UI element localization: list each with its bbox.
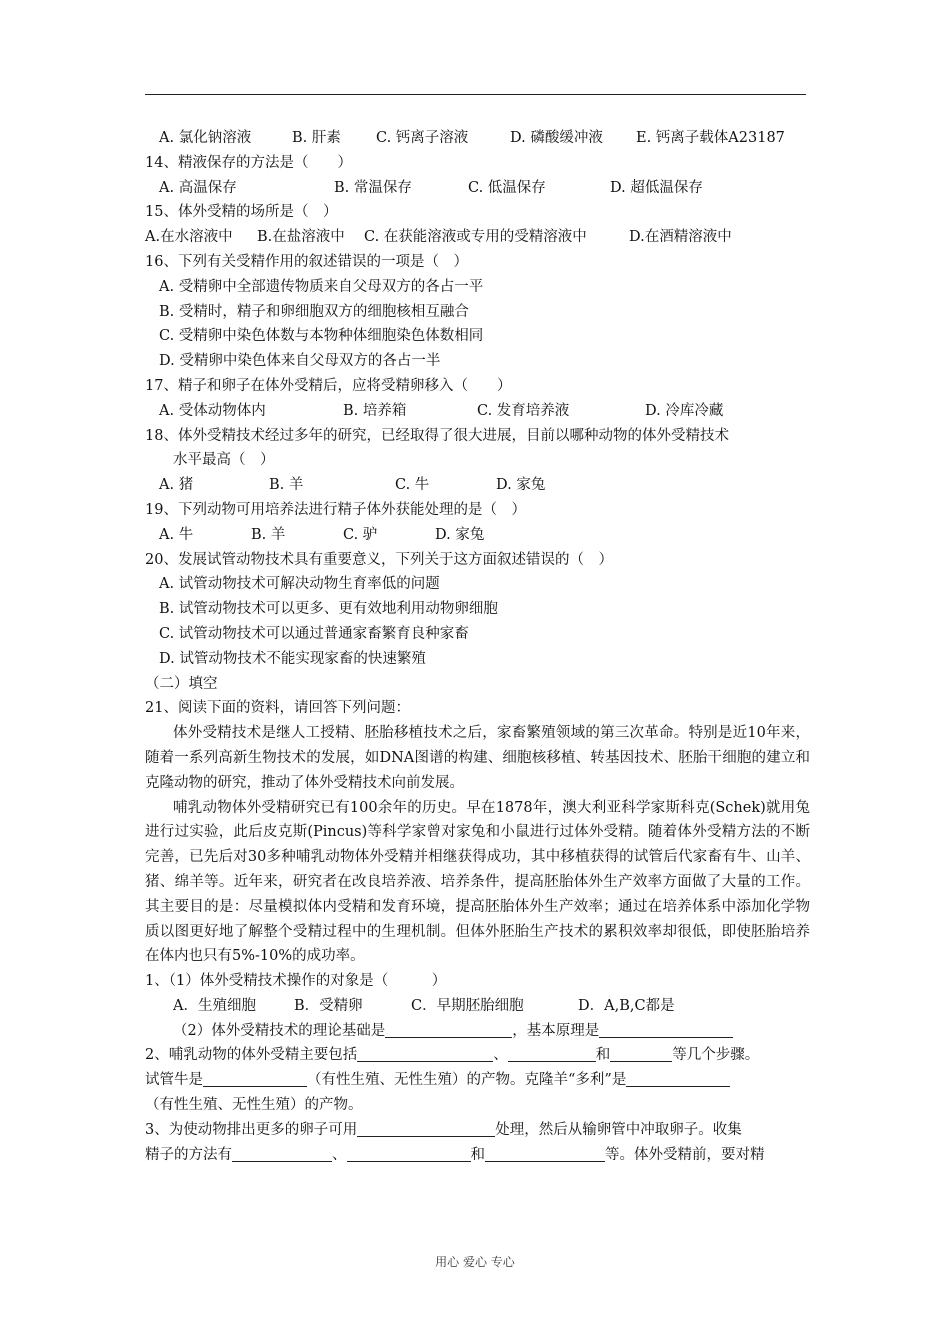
option: D. 冷库冷藏 (645, 402, 724, 419)
option: C. 牛 (395, 477, 430, 494)
sub3-line-2 (145, 1143, 810, 1168)
option: B.在盐溶液中 (257, 229, 345, 246)
q14-stem: 14、精液保存的方法是（ ） (145, 154, 352, 171)
q20-stem: 20、发展试管动物技术具有重要意义，下列关于这方面叙述错误的（ ） (145, 551, 613, 568)
q18-stem-cont: 水平最高（ ） (173, 452, 275, 469)
answer-blank[interactable] (357, 1120, 495, 1137)
q16-option-c: C. 受精卵中染色体数与本物种体细胞染色体数相同 (159, 328, 484, 345)
sub3-text: 3、为使动物排出更多的卵子可用 (145, 1121, 358, 1138)
q16-option-d: D. 受精卵中染色体来自父母双方的各占一半 (159, 353, 441, 370)
q17-stem: 17、精子和卵子在体外受精后，应将受精卵移入（ ） (145, 377, 512, 394)
sub1-text-b: ，基本原理是 (512, 1022, 600, 1039)
option: B. 培养箱 (343, 402, 407, 419)
sub3-text: 和 (470, 1146, 485, 1163)
q21-paragraph-1: 体外受精技术是继人工授精、胚胎移植技术之后，家畜繁殖领域的第三次革命。特别是近10年来，随着一系列高新生物技术的发展，如DNA图谱的构建、细胞核移植、转基因技术、胚胎干细胞的建立和克隆动物的研究，推动了体外受精技术向前发展。 (145, 725, 810, 791)
sub1-fill-line (145, 1019, 810, 1044)
q17-options (145, 399, 810, 424)
option: D. 磷酸缓冲液 (510, 130, 603, 146)
option: B. 羊 (269, 477, 304, 494)
sub1-options (145, 994, 810, 1019)
sub3-text: 处理，然后从输卵管中冲取卵子。收集 (495, 1121, 742, 1138)
option: A．生殖细胞 (173, 997, 256, 1014)
answer-blank[interactable] (357, 1045, 493, 1062)
page-footer: 用心 爱心 专心 (435, 1255, 515, 1269)
sub3-text: 、 (332, 1146, 347, 1163)
option: A. 受体动物体内 (159, 402, 266, 419)
option: A. 高温保存 (159, 179, 237, 196)
q20-option-a: A. 试管动物技术可解决动物生育率低的问题 (159, 576, 440, 593)
q15-stem: 15、体外受精的场所是（ ） (145, 204, 338, 221)
option: A.在水溶液中 (145, 229, 233, 246)
q18-stem: 18、体外受精技术经过多年的研究，已经取得了很大进展，目前以哪种动物的体外受精技术 (145, 427, 729, 444)
option: D．A,B,C都是 (578, 997, 675, 1014)
q20-option-c: C. 试管动物技术可以通过普通家畜繁育良种家畜 (159, 625, 469, 642)
q19-options (145, 523, 810, 548)
q15-options (145, 225, 810, 250)
option: C. 低温保存 (468, 179, 546, 196)
section-heading: （二）填空 (145, 675, 218, 692)
q16-stem: 16、下列有关受精作用的叙述错误的一项是（ ） (145, 253, 468, 270)
sub2-text: 2、哺乳动物的体外受精主要包括 (145, 1047, 358, 1064)
sub2-line-1 (145, 1043, 810, 1068)
option: E. 钙离子载体A23187 (636, 130, 785, 146)
answer-blank[interactable] (508, 1045, 596, 1062)
option: C．早期胚胎细胞 (411, 997, 524, 1014)
option: D. 超低温保存 (610, 179, 703, 196)
q13-options (145, 126, 810, 151)
header-rule (145, 94, 806, 95)
option: C. 驴 (343, 526, 378, 543)
option: C. 钙离子溶液 (376, 130, 469, 146)
sub2-line-2 (145, 1068, 810, 1093)
option: C. 发育培养液 (477, 402, 570, 419)
answer-blank[interactable] (385, 1021, 512, 1038)
option: D.在酒精溶液中 (629, 229, 732, 246)
q18-options (145, 473, 810, 498)
answer-blank[interactable] (599, 1021, 733, 1038)
option: D. 家兔 (435, 526, 485, 543)
option: B. 羊 (251, 526, 286, 543)
option: A. 猪 (159, 477, 194, 494)
sub2-text: 、 (493, 1047, 508, 1064)
sub2-text: 等几个步骤。 (672, 1047, 760, 1064)
option: A. 牛 (159, 526, 194, 543)
q14-options (145, 176, 810, 201)
sub3-line-1 (145, 1118, 810, 1143)
q19-stem: 19、下列动物可用培养法进行精子体外获能处理的是（ ） (145, 501, 526, 518)
option: B. 常温保存 (334, 179, 412, 196)
sub3-text: 精子的方法有 (145, 1146, 232, 1163)
sub3-text: 等。体外受精前，要对精 (605, 1146, 765, 1163)
sub1-text-a: （2）体外受精技术的理论基础是 (173, 1022, 386, 1039)
sub2-text: 试管牛是 (145, 1072, 203, 1089)
document-body (145, 126, 810, 1167)
option: B. 肝素 (292, 130, 341, 146)
answer-blank[interactable] (203, 1070, 307, 1087)
option: C. 在获能溶液或专用的受精溶液中 (364, 229, 587, 246)
q21-paragraph-2: 哺乳动物体外受精研究已有100余年的历史。早在1878年，澳大利亚科学家斯科克(Schek)就用兔进行过实验，此后皮克斯(Pincus)等科学家曾对家兔和小鼠进行过体外受精。随着体外受精方法的不断完善，已先后对30多种哺乳动物体外受精并相继获得成功，其中移植获得的试管后代家畜有牛、山羊、猪、绵羊等。近年来，研究者在改良培养液、培养条件，提高胚胎体外生产效率方面做了大量的工作。其主要目的是：尽量模拟体内受精和发育环境，提高胚胎体外生产效率；通过在培养体系中添加化学物质以图更好地了解整个受精过程中的生理机制。但体外胚胎生产技术的累积效率却很低，即使胚胎培养在体内也只有5%-10%的成功率。 (145, 799, 810, 965)
sub1-question: 1、（1）体外受精技术操作的对象是（ ） (145, 973, 447, 990)
q16-option-a: A. 受精卵中全部遗传物质来自父母双方的各占一平 (159, 278, 484, 295)
answer-blank[interactable] (626, 1070, 730, 1087)
answer-blank[interactable] (347, 1145, 471, 1162)
sub2-line-3: （有性生殖、无性生殖）的产物。 (145, 1097, 363, 1114)
q16-option-b: B. 受精时，精子和卵细胞双方的细胞核相互融合 (159, 303, 469, 320)
answer-blank[interactable] (485, 1145, 605, 1162)
answer-blank[interactable] (610, 1045, 672, 1062)
sub2-text: （有性生殖、无性生殖）的产物。克隆羊“多利”是 (307, 1072, 627, 1089)
option: D. 家兔 (496, 477, 546, 494)
q21-stem: 21、阅读下面的资料，请回答下列问题： (145, 700, 410, 717)
q20-option-d: D. 试管动物技术不能实现家畜的快速繁殖 (159, 650, 426, 667)
option: B．受精卵 (294, 997, 363, 1014)
option: A. 氯化钠溶液 (159, 130, 252, 146)
q20-option-b: B. 试管动物技术可以更多、更有效地利用动物卵细胞 (159, 601, 498, 618)
sub2-text: 和 (595, 1047, 611, 1064)
answer-blank[interactable] (232, 1145, 332, 1162)
